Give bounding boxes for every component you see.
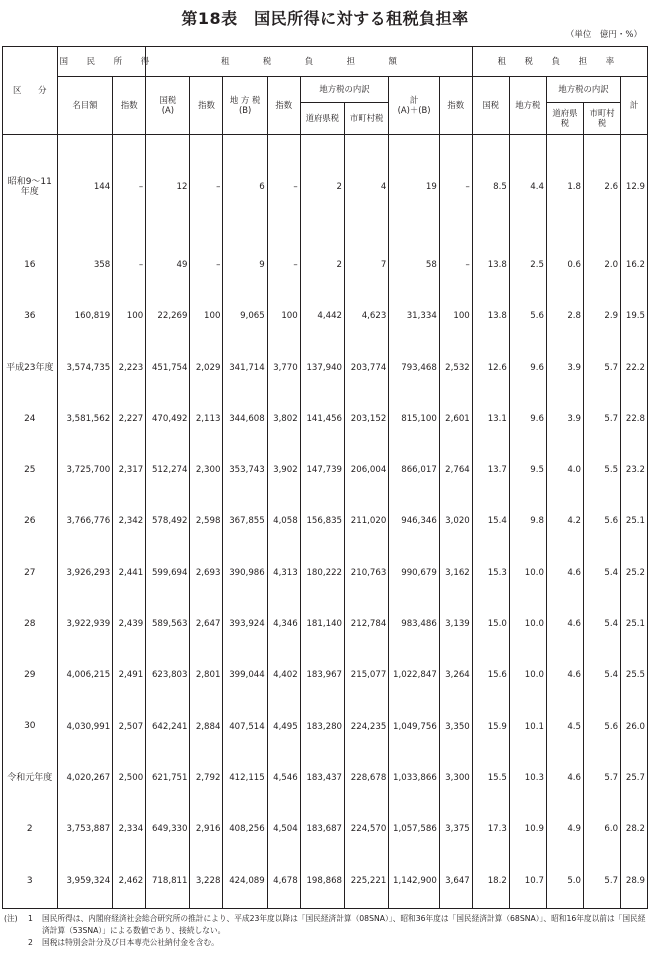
cell-r-pref: 4.6: [546, 547, 583, 598]
cell-lt-idx: 4,346: [267, 598, 300, 649]
cell-r-nt: 13.7: [472, 445, 509, 496]
cell-nt: 470,492: [146, 393, 190, 444]
cell-nt: 22,269: [146, 291, 190, 342]
cell-sum-idx: –: [439, 135, 472, 240]
cell-r-nt: 15.0: [472, 598, 509, 649]
cell-r-lt: 9.5: [509, 445, 546, 496]
cell-nt-idx: 2,916: [190, 803, 223, 854]
cell-ni-idx: 2,500: [113, 752, 146, 803]
cell-ni: 3,574,735: [57, 342, 113, 393]
cell-r-muni: 5.4: [584, 650, 621, 701]
row-label: 29: [3, 650, 58, 701]
header-local-breakdown: 地方税の内訳: [300, 77, 389, 103]
cell-sum: 990,679: [389, 547, 439, 598]
cell-sum: 1,057,586: [389, 803, 439, 854]
cell-lt: 6: [223, 135, 267, 240]
cell-ni-idx: 2,227: [113, 393, 146, 444]
cell-ni: 3,766,776: [57, 496, 113, 547]
cell-muni: 7: [345, 240, 389, 291]
cell-r-tot: 28.9: [621, 855, 648, 909]
header-lt-index: 指数: [267, 77, 300, 135]
cell-lt: 9: [223, 240, 267, 291]
cell-r-muni: 2.6: [584, 135, 621, 240]
cell-ni: 358: [57, 240, 113, 291]
header-rate-local-breakdown: 地方税の内訳: [546, 77, 620, 103]
cell-r-nt: 13.8: [472, 291, 509, 342]
cell-r-muni: 5.7: [584, 342, 621, 393]
cell-lt-idx: 4,313: [267, 547, 300, 598]
cell-lt: 390,986: [223, 547, 267, 598]
cell-sum-idx: –: [439, 240, 472, 291]
cell-muni: 206,004: [345, 445, 389, 496]
cell-r-pref: 4.0: [546, 445, 583, 496]
cell-lt-idx: –: [267, 240, 300, 291]
cell-r-pref: 3.9: [546, 393, 583, 444]
cell-nt-idx: 2,801: [190, 650, 223, 701]
cell-pref: 141,456: [300, 393, 344, 444]
cell-r-nt: 13.8: [472, 240, 509, 291]
row-label: 30: [3, 701, 58, 752]
header-rate-national: 国税: [472, 77, 509, 135]
header-national-tax-a: 国税 (A): [146, 77, 190, 135]
cell-sum-idx: 100: [439, 291, 472, 342]
cell-r-pref: 5.0: [546, 855, 583, 909]
cell-r-lt: 2.5: [509, 240, 546, 291]
cell-r-nt: 15.5: [472, 752, 509, 803]
cell-r-pref: 4.5: [546, 701, 583, 752]
cell-r-tot: 25.5: [621, 650, 648, 701]
table-row: [3, 393, 648, 444]
cell-r-lt: 10.9: [509, 803, 546, 854]
row-label: 平成23年度: [3, 342, 58, 393]
cell-sum: 815,100: [389, 393, 439, 444]
cell-nt: 649,330: [146, 803, 190, 854]
cell-r-muni: 5.4: [584, 598, 621, 649]
cell-sum: 793,468: [389, 342, 439, 393]
cell-r-lt: 10.0: [509, 650, 546, 701]
cell-muni: 228,678: [345, 752, 389, 803]
table-row: [3, 803, 648, 854]
cell-r-lt: 9.8: [509, 496, 546, 547]
cell-ni: 4,020,267: [57, 752, 113, 803]
cell-ni: 4,006,215: [57, 650, 113, 701]
cell-sum: 1,022,847: [389, 650, 439, 701]
cell-r-lt: 10.3: [509, 752, 546, 803]
cell-r-muni: 5.6: [584, 496, 621, 547]
cell-r-tot: 16.2: [621, 240, 648, 291]
cell-nt-idx: 3,228: [190, 855, 223, 909]
cell-r-tot: 26.0: [621, 701, 648, 752]
table-row: [3, 240, 648, 291]
cell-pref: 198,868: [300, 855, 344, 909]
cell-lt: 408,256: [223, 803, 267, 854]
cell-r-tot: 25.7: [621, 752, 648, 803]
cell-muni: 215,077: [345, 650, 389, 701]
cell-sum-idx: 3,020: [439, 496, 472, 547]
row-label: 24: [3, 393, 58, 444]
cell-ni-idx: 2,342: [113, 496, 146, 547]
cell-ni: 3,581,562: [57, 393, 113, 444]
cell-r-nt: 12.6: [472, 342, 509, 393]
cell-nt-idx: 2,029: [190, 342, 223, 393]
note-2: 2 国税は特別会計分及び日本専売公社納付金を含む。: [28, 938, 219, 947]
cell-pref: 156,835: [300, 496, 344, 547]
cell-lt: 412,115: [223, 752, 267, 803]
cell-ni-idx: –: [113, 240, 146, 291]
cell-pref: 183,687: [300, 803, 344, 854]
cell-ni-idx: –: [113, 135, 146, 240]
cell-lt-idx: 4,058: [267, 496, 300, 547]
row-label: 27: [3, 547, 58, 598]
cell-ni-idx: 2,462: [113, 855, 146, 909]
table-row: [3, 547, 648, 598]
table-row: [3, 650, 648, 701]
header-ni-index: 指数: [113, 77, 146, 135]
cell-muni: 224,235: [345, 701, 389, 752]
cell-r-lt: 10.1: [509, 701, 546, 752]
cell-lt-idx: 4,402: [267, 650, 300, 701]
cell-nt: 451,754: [146, 342, 190, 393]
cell-sum: 1,049,756: [389, 701, 439, 752]
cell-sum-idx: 3,350: [439, 701, 472, 752]
cell-r-muni: 5.4: [584, 547, 621, 598]
cell-muni: 203,152: [345, 393, 389, 444]
cell-nt-idx: –: [190, 135, 223, 240]
cell-lt: 424,089: [223, 855, 267, 909]
header-rate-total: 計: [621, 77, 648, 135]
row-label: 昭和9〜11年度: [3, 135, 58, 240]
cell-pref: 180,222: [300, 547, 344, 598]
cell-r-muni: 2.0: [584, 240, 621, 291]
cell-lt-idx: 4,504: [267, 803, 300, 854]
cell-sum: 983,486: [389, 598, 439, 649]
cell-r-nt: 15.4: [472, 496, 509, 547]
cell-r-pref: 4.2: [546, 496, 583, 547]
cell-lt-idx: 4,546: [267, 752, 300, 803]
table-row: [3, 701, 648, 752]
cell-r-pref: 4.9: [546, 803, 583, 854]
cell-r-muni: 5.7: [584, 752, 621, 803]
cell-pref: 2: [300, 135, 344, 240]
cell-ni: 3,725,700: [57, 445, 113, 496]
cell-sum-idx: 3,139: [439, 598, 472, 649]
header-municipal: 市町村税: [345, 103, 389, 135]
cell-lt: 353,743: [223, 445, 267, 496]
cell-r-lt: 10.0: [509, 598, 546, 649]
header-national-income: 国 民 所 得: [57, 47, 146, 77]
cell-muni: 203,774: [345, 342, 389, 393]
cell-sum: 946,346: [389, 496, 439, 547]
row-label: 2: [3, 803, 58, 854]
cell-r-nt: 18.2: [472, 855, 509, 909]
cell-r-nt: 13.1: [472, 393, 509, 444]
row-label: 3: [3, 855, 58, 909]
cell-r-muni: 5.6: [584, 701, 621, 752]
header-total: 計 (A)＋(B): [389, 77, 439, 135]
table-row: [3, 135, 648, 240]
cell-nt-idx: –: [190, 240, 223, 291]
cell-r-muni: 5.7: [584, 393, 621, 444]
cell-muni: 225,221: [345, 855, 389, 909]
cell-r-lt: 5.6: [509, 291, 546, 342]
table-row: [3, 445, 648, 496]
page-title: 第18表 国民所得に対する租税負担率: [181, 9, 469, 28]
cell-lt-idx: 4,678: [267, 855, 300, 909]
cell-r-pref: 1.8: [546, 135, 583, 240]
cell-lt-idx: 100: [267, 291, 300, 342]
header-local-tax-b: 地 方 税 (B): [223, 77, 267, 135]
cell-r-tot: 22.2: [621, 342, 648, 393]
cell-r-tot: 22.8: [621, 393, 648, 444]
cell-r-muni: 2.9: [584, 291, 621, 342]
cell-r-muni: 5.5: [584, 445, 621, 496]
notes: [4, 913, 646, 949]
cell-nt: 12: [146, 135, 190, 240]
table-row: [3, 496, 648, 547]
cell-lt-idx: 3,802: [267, 393, 300, 444]
cell-r-pref: 4.6: [546, 598, 583, 649]
cell-r-tot: 12.9: [621, 135, 648, 240]
cell-nt: 578,492: [146, 496, 190, 547]
cell-lt-idx: 4,495: [267, 701, 300, 752]
cell-nt: 599,694: [146, 547, 190, 598]
row-label: 26: [3, 496, 58, 547]
cell-r-muni: 5.7: [584, 855, 621, 909]
cell-ni: 3,959,324: [57, 855, 113, 909]
cell-sum: 58: [389, 240, 439, 291]
cell-muni: 210,763: [345, 547, 389, 598]
table-row: [3, 752, 648, 803]
cell-nt: 642,241: [146, 701, 190, 752]
cell-sum: 31,334: [389, 291, 439, 342]
cell-lt: 399,044: [223, 650, 267, 701]
cell-sum-idx: 2,601: [439, 393, 472, 444]
cell-r-muni: 6.0: [584, 803, 621, 854]
cell-ni-idx: 2,507: [113, 701, 146, 752]
cell-lt: 341,714: [223, 342, 267, 393]
cell-lt: 393,924: [223, 598, 267, 649]
cell-r-nt: 15.9: [472, 701, 509, 752]
cell-r-lt: 9.6: [509, 393, 546, 444]
cell-ni-idx: 2,317: [113, 445, 146, 496]
cell-r-pref: 0.6: [546, 240, 583, 291]
header-rate-local: 地方税: [509, 77, 546, 135]
cell-nt-idx: 100: [190, 291, 223, 342]
header-nominal: 名目額: [57, 77, 113, 135]
cell-nt: 718,811: [146, 855, 190, 909]
cell-ni: 3,753,887: [57, 803, 113, 854]
cell-pref: 183,437: [300, 752, 344, 803]
cell-r-nt: 15.6: [472, 650, 509, 701]
cell-nt-idx: 2,598: [190, 496, 223, 547]
cell-r-tot: 25.2: [621, 547, 648, 598]
cell-r-pref: 3.9: [546, 342, 583, 393]
header-prefectural: 道府県税: [300, 103, 344, 135]
cell-sum: 1,142,900: [389, 855, 439, 909]
cell-sum-idx: 3,300: [439, 752, 472, 803]
cell-pref: 2: [300, 240, 344, 291]
cell-sum-idx: 3,162: [439, 547, 472, 598]
cell-nt: 623,803: [146, 650, 190, 701]
cell-lt: 344,608: [223, 393, 267, 444]
cell-nt: 49: [146, 240, 190, 291]
cell-pref: 4,442: [300, 291, 344, 342]
cell-ni-idx: 100: [113, 291, 146, 342]
row-label: 令和元年度: [3, 752, 58, 803]
table-row: [3, 855, 648, 909]
cell-nt: 589,563: [146, 598, 190, 649]
header-sum-index: 指数: [439, 77, 472, 135]
cell-r-tot: 25.1: [621, 598, 648, 649]
header-rate-municipal: 市町村税: [584, 103, 621, 135]
cell-r-tot: 23.2: [621, 445, 648, 496]
cell-sum-idx: 3,264: [439, 650, 472, 701]
cell-r-tot: 19.5: [621, 291, 648, 342]
cell-nt-idx: 2,647: [190, 598, 223, 649]
header-tax-rate: 租 税 負 担 率: [472, 47, 647, 77]
cell-ni: 144: [57, 135, 113, 240]
cell-lt: 9,065: [223, 291, 267, 342]
cell-lt-idx: –: [267, 135, 300, 240]
cell-r-nt: 17.3: [472, 803, 509, 854]
cell-ni-idx: 2,441: [113, 547, 146, 598]
cell-r-lt: 10.0: [509, 547, 546, 598]
row-label: 16: [3, 240, 58, 291]
cell-ni-idx: 2,223: [113, 342, 146, 393]
cell-r-tot: 28.2: [621, 803, 648, 854]
cell-sum: 1,033,866: [389, 752, 439, 803]
cell-sum-idx: 2,764: [439, 445, 472, 496]
cell-muni: 224,570: [345, 803, 389, 854]
row-label: 25: [3, 445, 58, 496]
cell-pref: 183,967: [300, 650, 344, 701]
cell-pref: 137,940: [300, 342, 344, 393]
cell-pref: 181,140: [300, 598, 344, 649]
row-label: 36: [3, 291, 58, 342]
table-row: [3, 342, 648, 393]
cell-nt: 621,751: [146, 752, 190, 803]
cell-r-lt: 4.4: [509, 135, 546, 240]
cell-lt-idx: 3,902: [267, 445, 300, 496]
header-kubun: 区 分: [3, 47, 58, 135]
cell-r-pref: 4.6: [546, 752, 583, 803]
cell-muni: 4,623: [345, 291, 389, 342]
header-nt-index: 指数: [190, 77, 223, 135]
cell-r-pref: 4.6: [546, 650, 583, 701]
tax-burden-table: [2, 46, 648, 909]
cell-r-lt: 9.6: [509, 342, 546, 393]
cell-muni: 4: [345, 135, 389, 240]
cell-r-nt: 8.5: [472, 135, 509, 240]
table-row: [3, 291, 648, 342]
cell-sum-idx: 3,375: [439, 803, 472, 854]
unit-label: （単位 億円・%）: [565, 30, 642, 40]
cell-ni: 4,030,991: [57, 701, 113, 752]
cell-lt: 367,855: [223, 496, 267, 547]
cell-nt-idx: 2,693: [190, 547, 223, 598]
table-row: [3, 598, 648, 649]
cell-nt-idx: 2,792: [190, 752, 223, 803]
cell-lt: 407,514: [223, 701, 267, 752]
cell-nt-idx: 2,113: [190, 393, 223, 444]
cell-r-tot: 25.1: [621, 496, 648, 547]
cell-r-lt: 10.7: [509, 855, 546, 909]
header-rate-prefectural: 道府県税: [546, 103, 583, 135]
cell-ni-idx: 2,491: [113, 650, 146, 701]
row-label: 28: [3, 598, 58, 649]
cell-muni: 211,020: [345, 496, 389, 547]
header-tax-amount: 租 税 負 担 額: [146, 47, 473, 77]
cell-nt: 512,274: [146, 445, 190, 496]
cell-ni: 160,819: [57, 291, 113, 342]
cell-nt-idx: 2,884: [190, 701, 223, 752]
cell-sum-idx: 3,647: [439, 855, 472, 909]
cell-ni: 3,926,293: [57, 547, 113, 598]
cell-ni-idx: 2,334: [113, 803, 146, 854]
cell-sum: 19: [389, 135, 439, 240]
cell-r-nt: 15.3: [472, 547, 509, 598]
cell-pref: 183,280: [300, 701, 344, 752]
cell-ni-idx: 2,439: [113, 598, 146, 649]
cell-sum-idx: 2,532: [439, 342, 472, 393]
cell-lt-idx: 3,770: [267, 342, 300, 393]
cell-ni: 3,922,939: [57, 598, 113, 649]
cell-sum: 866,017: [389, 445, 439, 496]
cell-nt-idx: 2,300: [190, 445, 223, 496]
cell-r-pref: 2.8: [546, 291, 583, 342]
note-1: (注) 1 国民所得は、内閣府経済社会総合研究所の推計により、平成23年度以降は「国民経済計算（08SNA）」、昭和36年度は「国民経済計算（68SNA）」、昭和16年度以前は「国民経済計算（53SNA）」による数値であり、接続しない。: [4, 914, 646, 935]
cell-pref: 147,739: [300, 445, 344, 496]
cell-muni: 212,784: [345, 598, 389, 649]
